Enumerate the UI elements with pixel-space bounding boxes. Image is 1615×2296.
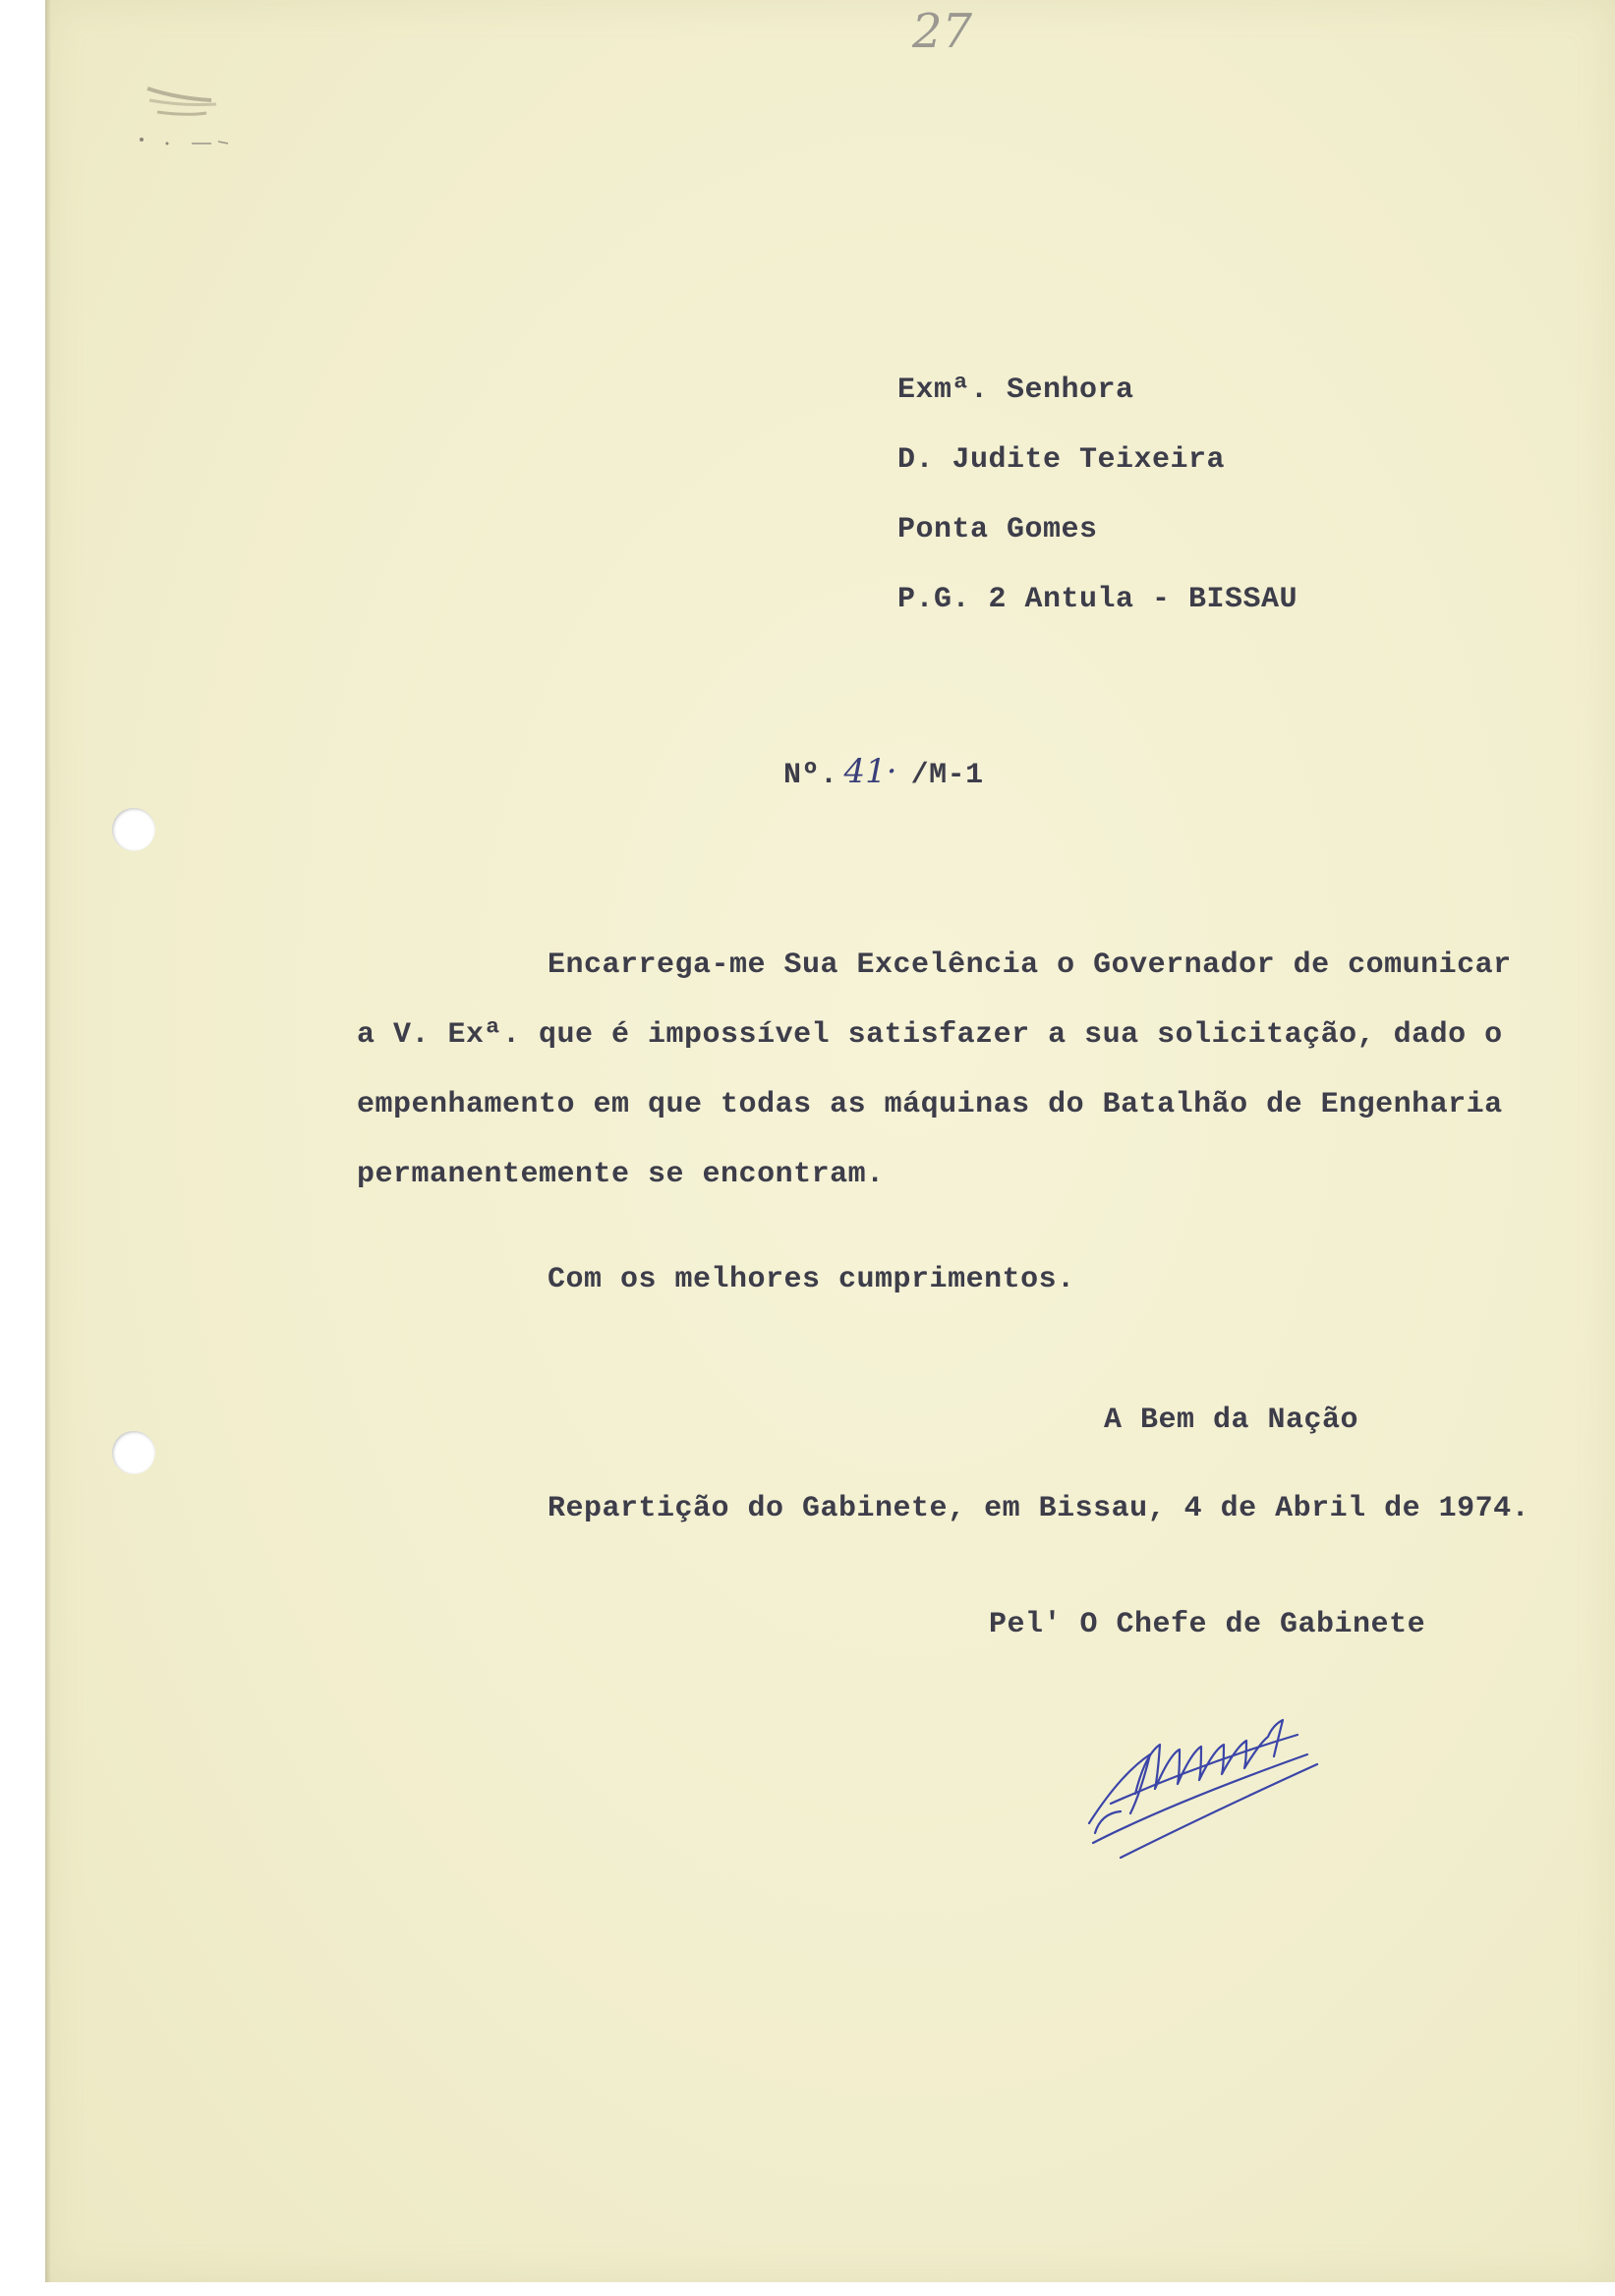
punch-hole-bottom — [112, 1431, 155, 1474]
punch-hole-top — [112, 808, 155, 851]
dateline: Repartição do Gabinete, em Bissau, 4 de Abril de 1974. — [548, 1492, 1530, 1525]
reference-number — [783, 752, 984, 792]
page-number: 27 — [912, 4, 973, 59]
paper-sheet — [45, 0, 1615, 2282]
recipient-place: Ponta Gomes — [897, 513, 1098, 546]
recipient-salutation: Exmª. Senhora — [897, 373, 1134, 407]
body-line-1: Encarrega-me Sua Excelência o Governador de comunicar — [548, 948, 1512, 982]
reference-handwritten-number: 41· — [843, 752, 897, 791]
handwritten-signature-icon — [1081, 1695, 1337, 1863]
motto: A Bem da Nação — [1104, 1404, 1359, 1437]
reference-suffix: /M-1 — [910, 759, 984, 792]
body-line-4: permanentemente se encontram. — [357, 1158, 885, 1191]
closing-greeting: Com os melhores cumprimentos. — [548, 1263, 1075, 1296]
recipient-name: D. Judite Teixeira — [897, 443, 1226, 477]
paper-edge-shadow — [45, 0, 51, 2282]
reference-prefix: Nº. — [783, 759, 838, 792]
staple-tear-mark — [138, 79, 236, 147]
body-line-3: empenhamento em que todas as máquinas do Batalhão de Engenharia — [357, 1088, 1503, 1121]
body-line-2: a V. Exª. que é impossível satisfazer a sua solicitação, dado o — [357, 1018, 1503, 1052]
recipient-address: P.G. 2 Antula - BISSAU — [897, 583, 1298, 616]
signatory-title: Pel' O Chefe de Gabinete — [989, 1608, 1426, 1641]
